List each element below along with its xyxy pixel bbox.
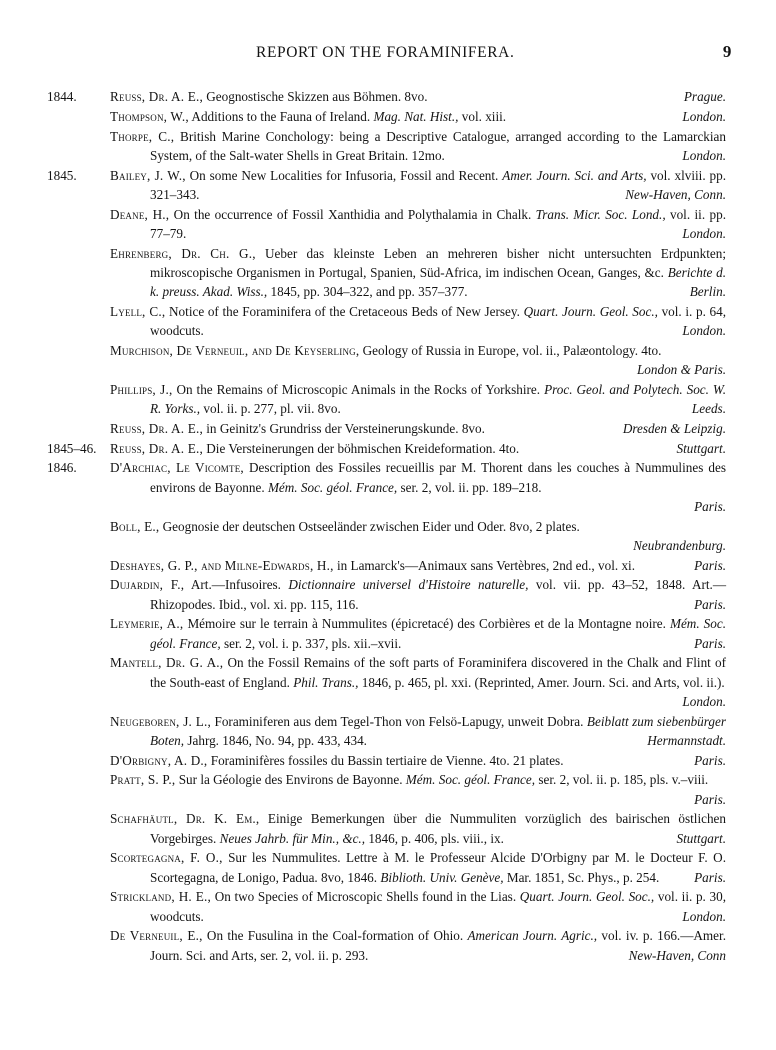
entry-place: Paris. bbox=[694, 752, 726, 768]
entry-title: Einige Bemerkungen über die Nummuliten vorzüglich des bairischen östlichen Vorgebirges. bbox=[150, 811, 727, 846]
entry-journal: Beiblatt zum siebenbürger Boten, bbox=[150, 713, 726, 748]
bib-entry bbox=[0, 302, 776, 340]
entry-place: London. bbox=[682, 147, 726, 163]
entry-author: Thorpe, C., bbox=[110, 128, 175, 144]
entry-place: Paris. bbox=[694, 791, 726, 807]
bib-entry bbox=[0, 575, 776, 613]
bib-entry bbox=[0, 926, 776, 964]
entry-details: 1846, p. 406, pls. viii., ix. bbox=[365, 830, 504, 846]
entry-place: Neubrandenburg. bbox=[633, 537, 726, 553]
entry-author: Ehrenberg, Dr. Ch. G., bbox=[110, 245, 256, 261]
entry-place: Paris. bbox=[694, 635, 726, 651]
bib-entry bbox=[0, 517, 776, 555]
bib-entry bbox=[0, 809, 776, 847]
entry-details: Jahrg. 1846, No. 94, pp. 433, 434. bbox=[184, 732, 367, 748]
entry-journal: Quart. Journ. Geol. Soc., bbox=[519, 889, 655, 905]
entry-author: Scortegagna, F. O., bbox=[110, 850, 223, 866]
entry-details: vol. ii. pp. 77–79. bbox=[150, 206, 726, 241]
entry-place: London. bbox=[682, 225, 726, 241]
page-number: 9 bbox=[722, 42, 732, 61]
entry-details: ser. 2, vol. ii. p. 185, pls. v.–viii. bbox=[535, 772, 709, 788]
bib-entry bbox=[0, 653, 776, 711]
entry-author: Pratt, S. P., bbox=[110, 772, 176, 788]
entry-place: Hermannstadt. bbox=[647, 732, 726, 748]
entry-author: Phillips, J., bbox=[110, 381, 173, 397]
entry-title: On the Remains of Microscopic Animals in the Rocks of Yorkshire. bbox=[172, 381, 545, 397]
entry-place: Paris. bbox=[694, 869, 726, 885]
entry-place: Stuttgart. bbox=[676, 440, 726, 456]
entry-journal: Mém. Soc. géol. France, bbox=[150, 616, 726, 651]
entry-author: Reuss, Dr. A. E., bbox=[110, 420, 203, 436]
entry-details: vol. i. p. 64, woodcuts. bbox=[150, 303, 727, 338]
entry-place: Paris. bbox=[694, 557, 726, 573]
bibliography-list bbox=[0, 87, 776, 965]
entry-author: Mantell, Dr. G. A., bbox=[110, 655, 224, 671]
entry-title: Additions to the Fauna of Ireland. bbox=[188, 108, 374, 124]
entry-title: in Geinitz's Grundriss der Versteinerungskunde. 8vo. bbox=[202, 420, 485, 436]
entry-title: On two Species of Microscopic Shells found in the Lias. bbox=[211, 889, 520, 905]
entry-title: Foraminiferen aus dem Tegel-Thon von Felsö-Lapugy, unweit Dobra. bbox=[211, 713, 587, 729]
entry-place: New-Haven, Conn bbox=[628, 947, 726, 963]
entry-place: Leeds. bbox=[691, 401, 726, 416]
entry-journal: Trans. Micr. Soc. Lond., bbox=[535, 206, 666, 222]
entry-author: Dujardin, F., bbox=[110, 577, 185, 593]
entry-place: New-Haven, Conn. bbox=[625, 186, 726, 202]
entry-author: D'Orbigny, A. D., bbox=[110, 752, 208, 768]
entry-author: Neugeboren, J. L., bbox=[110, 713, 211, 729]
running-header bbox=[0, 44, 776, 66]
entry-details: vol. vii. pp. 43–52, 1848. Art.—Rhizopodes. Ibid., vol. xi. pp. 115, 116. bbox=[150, 577, 727, 612]
entry-year: 1846. bbox=[47, 460, 77, 476]
bib-entry bbox=[0, 556, 776, 575]
entry-title: Art.—Infusoires. bbox=[184, 577, 289, 593]
entry-author: De Verneuil, E., bbox=[110, 928, 203, 944]
entry-details: ser. 2, vol. i. p. 337, pls. xii.–xvii. bbox=[220, 635, 402, 651]
bib-entry bbox=[0, 770, 776, 808]
entry-journal: Amer. Journ. Sci. and Arts, bbox=[502, 167, 647, 183]
entry-details: vol. xlviii. pp. 321–343. bbox=[150, 167, 727, 202]
entry-place: Paris. bbox=[694, 498, 726, 514]
entry-title: Geology of Russia in Europe, vol. ii., Palæontology. 4to. bbox=[359, 342, 662, 358]
entry-author: Lyell, C., bbox=[110, 303, 166, 319]
bib-entry bbox=[0, 205, 776, 243]
entry-author: Leymerie, A., bbox=[110, 616, 184, 632]
bib-entry bbox=[0, 107, 776, 126]
entry-journal: Mém. Soc. géol. France, bbox=[405, 772, 536, 788]
entry-place: London. bbox=[682, 693, 726, 709]
bib-entry bbox=[0, 419, 776, 438]
entry-author: Deane, H., bbox=[110, 206, 170, 222]
entry-journal: Mém. Soc. géol. France, bbox=[267, 479, 398, 495]
bib-entry bbox=[0, 751, 776, 770]
bib-entry bbox=[0, 87, 776, 106]
entry-journal: Phil. Trans., bbox=[293, 674, 359, 690]
entry-title: Notice of the Foraminifera of the Cretaceous Beds of New Jersey. bbox=[165, 303, 524, 319]
entry-title: in Lamarck's—Animaux sans Vertèbres, 2nd ed., vol. xi. bbox=[333, 557, 636, 573]
entry-journal: American Journ. Agric., bbox=[467, 928, 598, 944]
entry-journal: Mag. Nat. Hist., bbox=[373, 108, 459, 124]
entry-year: 1845. bbox=[47, 167, 77, 183]
bib-entry bbox=[0, 887, 776, 925]
entry-author: Thompson, W., bbox=[110, 108, 189, 124]
entry-details: 1845, pp. 304–322, and pp. 357–377. bbox=[267, 284, 468, 299]
entry-author: Deshayes, G. P., and Milne-Edwards, H., bbox=[110, 557, 334, 573]
entry-title: Geognosie der deutschen Ostseeländer zwischen Eider und Oder. 8vo, 2 plates. bbox=[159, 518, 580, 534]
entry-details: ser. 2, vol. ii. pp. 189–218. bbox=[397, 479, 542, 495]
entry-title: On some New Localities for Infusoria, Fossil and Recent. bbox=[185, 167, 503, 183]
entry-title: Sur les Nummulites. Lettre à M. le Professeur Alcide D'Orbigny par M. le Docteur F. O. Scortegagna, de Lonigo, Padua. 8vo, 1846. bbox=[150, 850, 726, 885]
entry-details: vol. iv. p. 166.—Amer. Journ. Sci. and Arts, ser. 2, vol. ii. p. 293. bbox=[150, 928, 726, 963]
entry-place: Paris. bbox=[694, 596, 726, 612]
entry-details: vol. ii. p. 30, woodcuts. bbox=[150, 889, 726, 924]
bib-entry bbox=[0, 458, 776, 516]
entry-place: London. bbox=[682, 908, 726, 924]
entry-journal: Quart. Journ. Geol. Soc., bbox=[523, 303, 658, 319]
entry-title: Die Versteinerungen der böhmischen Kreideformation. 4to. bbox=[202, 440, 520, 456]
bib-entry bbox=[0, 439, 776, 458]
entry-title: Foraminifères fossiles du Bassin tertiaire de Vienne. 4to. 21 plates. bbox=[207, 752, 564, 768]
entry-year: 1845–46. bbox=[47, 440, 97, 456]
entry-title: Description des Fossiles recueillis par M. Thorent dans les couches à Nummulines des environs de Bayonne. bbox=[150, 460, 726, 495]
bib-entry bbox=[0, 341, 776, 379]
bib-entry bbox=[0, 244, 776, 302]
bib-entry bbox=[0, 712, 776, 750]
entry-journal: Biblioth. Univ. Genève, bbox=[380, 869, 504, 885]
entry-title: Geognostische Skizzen aus Böhmen. 8vo. bbox=[202, 89, 428, 104]
entry-journal: Dictionnaire universel d'Histoire naturelle, bbox=[288, 577, 529, 593]
entry-author: Strickland, H. E., bbox=[110, 889, 212, 905]
entry-place: London. bbox=[682, 323, 726, 338]
entry-title: Mémoire sur le terrain à Nummulites (épicretacé) des Corbières et de la Montagne noire. bbox=[183, 616, 670, 632]
entry-place: London. bbox=[682, 108, 726, 124]
entry-author: Murchison, De Verneuil, and De Keyserling, bbox=[110, 342, 360, 358]
entry-title: On the occurrence of Fossil Xanthidia and Polythalamia in Chalk. bbox=[169, 206, 536, 222]
bib-entry bbox=[0, 127, 776, 165]
entry-place: Dresden & Leipzig. bbox=[622, 420, 726, 436]
bib-entry bbox=[0, 614, 776, 652]
bib-entry bbox=[0, 848, 776, 886]
entry-details: vol. ii. p. 277, pl. vii. 8vo. bbox=[200, 401, 341, 416]
entry-author: Reuss, Dr. A. E., bbox=[110, 440, 203, 456]
entry-journal: Proc. Geol. and Polytech. Soc. W. R. Yorks., bbox=[150, 381, 726, 416]
entry-author: Bailey, J. W., bbox=[110, 167, 186, 183]
entry-place: Prague. bbox=[683, 89, 726, 104]
entry-title: Sur la Géologie des Environs de Bayonne. bbox=[175, 772, 406, 788]
entry-journal: Neues Jahrb. für Min., &c., bbox=[219, 830, 366, 846]
entry-author: Reuss, Dr. A. E., bbox=[110, 89, 203, 104]
entry-author: Schafhäutl, Dr. K. Em., bbox=[110, 811, 260, 827]
bib-entry bbox=[0, 380, 776, 418]
entry-author: D'Archiac, Le Vicomte, bbox=[110, 460, 244, 476]
entry-author: Boll, E., bbox=[110, 518, 160, 534]
entry-title: British Marine Conchology: being a Descriptive Catalogue, arranged according to the Lamarckian System, of the Salt-water Shells in Great Britain. 12mo. bbox=[150, 128, 726, 163]
entry-details: vol. xiii. bbox=[458, 108, 507, 124]
entry-place: London & Paris. bbox=[636, 362, 726, 377]
bib-entry bbox=[0, 166, 776, 204]
entry-journal: Berichte d. k. preuss. Akad. Wiss., bbox=[150, 264, 726, 299]
entry-title: On the Fossil Remains of the soft parts of Foraminifera discovered in the Chalk and Flint of the South-east of England. bbox=[150, 655, 726, 690]
entry-details: Mar. 1851, Sc. Phys., p. 254. bbox=[503, 869, 660, 885]
entry-title: On the Fusulina in the Coal-formation of Ohio. bbox=[202, 928, 468, 944]
entry-title: Ueber das kleinste Leben an mehreren bisher nicht untersuchten Erdpunkten; mikroscopische Organismen in Portugal, Spanien, Süd-Africa, im indischen Ocean, Ganges, &c. bbox=[150, 245, 726, 280]
entry-place: Stuttgart. bbox=[676, 830, 726, 846]
entry-place: Berlin. bbox=[689, 284, 726, 299]
running-title: REPORT ON THE FORAMINIFERA. bbox=[256, 44, 515, 61]
entry-year: 1844. bbox=[47, 89, 77, 104]
entry-details: 1846, p. 465, pl. xxi. (Reprinted, Amer. Journ. Sci. and Arts, vol. ii.). bbox=[358, 674, 725, 690]
